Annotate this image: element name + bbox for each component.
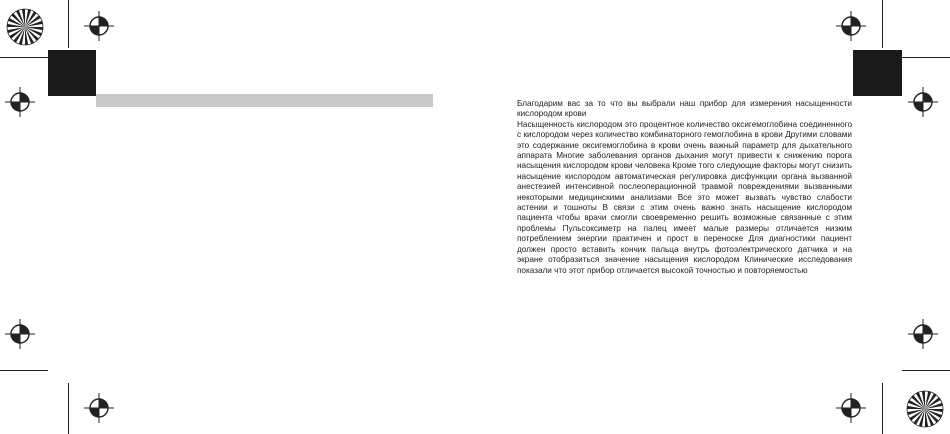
crop-line xyxy=(68,0,69,48)
article-text xyxy=(517,99,852,276)
registration-mark-icon xyxy=(5,319,35,349)
crop-line xyxy=(902,57,950,58)
crop-line xyxy=(902,370,950,371)
crop-line xyxy=(882,0,883,48)
registration-mark-icon xyxy=(5,87,35,117)
crop-line xyxy=(0,57,48,58)
registration-mark-icon xyxy=(836,393,866,423)
header-gray-bar xyxy=(96,94,433,107)
intro-paragraph: Благодарим вас за то что вы выбрали наш прибор для измерения насыщенности кислородом крови xyxy=(517,99,852,119)
crop-line xyxy=(0,370,48,371)
registration-mark-icon xyxy=(836,11,866,41)
registration-mark-icon xyxy=(908,319,938,349)
registration-mark-icon xyxy=(84,11,114,41)
crop-line xyxy=(882,383,883,434)
registration-mark-icon xyxy=(84,393,114,423)
body-paragraph: Насыщенность кислородом это процентное количество оксигемоглобина соединенного с кислородом через количество комбинаторного гемоглобина в крови Другими словами это содержание оксигемоглобина в крови очень важный параметр для дыхательного аппарата Многие заболевания органов дыхания могут привести к снижению порога насыщения кислородом крови человека Кроме того следующие факторы могут снизить насыщение кислородом автоматическая регулировка дисфункции органа вызванной анестезией интенсивной послеоперационной травмой повреждениями вызванными некоторыми медицинскими анализами Все это может вызвать чувство слабости астении и тошноты В связи с этим очень важно знать насыщение кислородом пациента чтобы врачи смогли своевременно решить возможные связанные с этим проблемы Пульсоксиметр на палец имеет малые размеры отличается низким потреблением энергии практичен и прост в переноске Для диагностики пациент должен просто вставить кончик пальца внутрь фотоэлектрического датчика и на экране отобразиться значение насыщения кислородом Клинические исследования показали что этот прибор отличается высокой точностью и повторяемостью xyxy=(517,119,852,275)
starburst-target-icon xyxy=(906,390,944,428)
crop-line xyxy=(68,383,69,434)
right-black-tab xyxy=(853,50,902,96)
starburst-target-icon xyxy=(6,8,44,46)
registration-mark-icon xyxy=(908,87,938,117)
left-black-tab xyxy=(48,50,96,96)
